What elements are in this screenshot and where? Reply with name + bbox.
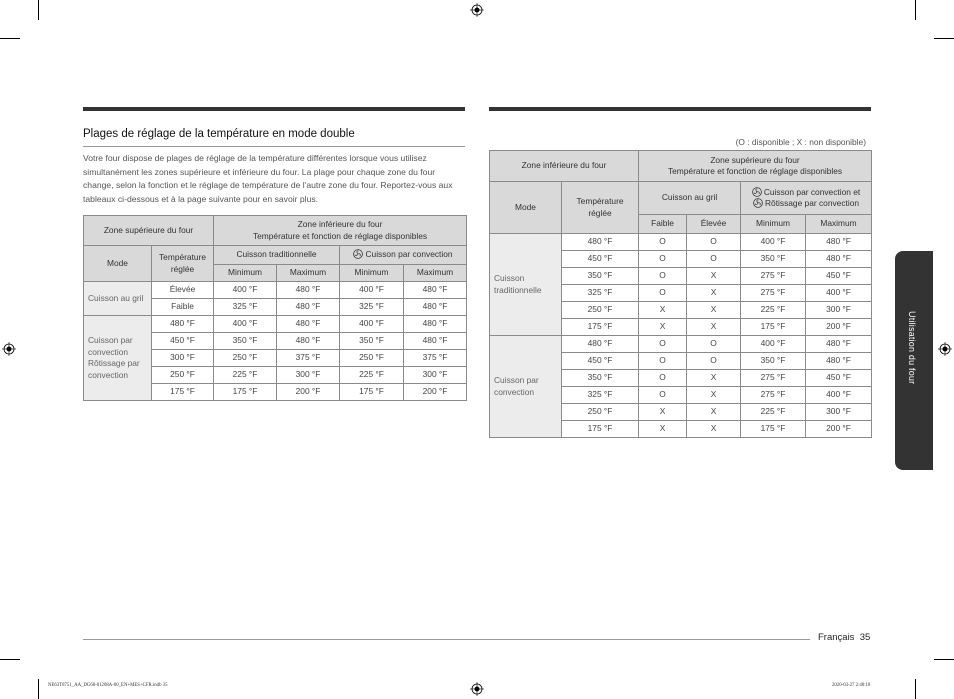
table-cell: O [639, 268, 687, 285]
table-cell: 480 °F [404, 316, 467, 333]
header-min: Minimum [340, 265, 404, 282]
table-cell: 300 °F [152, 350, 214, 367]
table-cell: 480 °F [404, 282, 467, 299]
table-cell: 480 °F [277, 282, 340, 299]
table-cell: 225 °F [340, 367, 404, 384]
right-temperature-table [489, 150, 872, 438]
table-cell: 350 °F [562, 268, 639, 285]
header-cuisson-trad: Cuisson traditionnelle [214, 246, 340, 265]
registration-mark-icon [2, 342, 16, 356]
table-cell: O [687, 234, 741, 251]
table-cell: 325 °F [562, 387, 639, 404]
registration-mark-icon [470, 3, 484, 17]
table-cell: 450 °F [806, 268, 872, 285]
page-footer [818, 632, 870, 643]
section-rule [83, 107, 465, 111]
table-cell: O [687, 353, 741, 370]
table-cell: Élevée [152, 282, 214, 299]
table-cell: O [639, 387, 687, 404]
table-cell: 400 °F [741, 336, 806, 353]
table-cell: X [687, 370, 741, 387]
crop-mark [934, 38, 954, 39]
crop-mark [934, 659, 954, 660]
mode-cell: Cuisson traditionnelle [490, 234, 562, 336]
table-cell: 400 °F [806, 285, 872, 302]
table-cell: 225 °F [214, 367, 277, 384]
crop-mark [0, 659, 20, 660]
table-row [84, 282, 467, 299]
mode-cell: Cuisson par convection Rôtissage par convection [84, 316, 152, 401]
table-cell: 400 °F [340, 282, 404, 299]
header-gril: Cuisson au gril [639, 182, 741, 215]
table-cell: O [639, 251, 687, 268]
table-cell: X [639, 319, 687, 336]
header-zone: Zone supérieure du four [84, 216, 214, 246]
crop-mark [915, 679, 916, 699]
table-cell: 350 °F [741, 251, 806, 268]
convection-roast-icon [753, 198, 763, 208]
table-cell: 175 °F [214, 384, 277, 401]
header-faible: Faible [639, 215, 687, 234]
header-mode: Mode [84, 246, 152, 282]
table-cell: 275 °F [741, 387, 806, 404]
table-cell: X [687, 387, 741, 404]
table-cell: 450 °F [562, 251, 639, 268]
table-cell: X [687, 285, 741, 302]
table-cell: X [687, 319, 741, 336]
print-slug-date: 2020-03-27 2:48:18 [832, 683, 871, 688]
table-cell: 175 °F [562, 421, 639, 438]
table-cell: 400 °F [741, 234, 806, 251]
table-row [84, 316, 467, 333]
crop-mark [38, 0, 39, 20]
intro-paragraph: Votre four dispose de plages de réglage de la température différentes lorsque vous utilisez simultanément les zones supérieure et inférieure du four. La plage pour chaque zone du four change, selon la fonction et le réglage de température de l'autre zone du four. Reportez-vous aux tableaux ci-dessous et à la page suivante pour en savoir plus. [83, 153, 453, 204]
table-cell: 175 °F [741, 421, 806, 438]
table-cell: 480 °F [277, 299, 340, 316]
table-cell: X [639, 404, 687, 421]
table-cell: 480 °F [277, 333, 340, 350]
table-cell: 275 °F [741, 268, 806, 285]
table-cell: 225 °F [741, 404, 806, 421]
table-row [490, 234, 872, 251]
header-max: Maximum [277, 265, 340, 282]
header-other-zone: Zone inférieure du four Température et fonction de réglage disponibles [214, 216, 467, 246]
table-cell: Faible [152, 299, 214, 316]
header-convection: Cuisson par convection et Rôtissage par convection [741, 182, 872, 215]
table-cell: 480 °F [277, 316, 340, 333]
table-cell: 250 °F [562, 302, 639, 319]
chapter-side-tab [895, 251, 933, 470]
section-rule [489, 107, 871, 111]
table-cell: O [639, 234, 687, 251]
table-cell: O [687, 336, 741, 353]
table-cell: 325 °F [562, 285, 639, 302]
table-cell: 350 °F [214, 333, 277, 350]
table-cell: 375 °F [277, 350, 340, 367]
table-cell: O [639, 370, 687, 387]
registration-mark-icon [938, 342, 952, 356]
footer-rule [83, 639, 810, 640]
left-table-body [84, 282, 467, 401]
table-cell: 450 °F [806, 370, 872, 387]
table-cell: 350 °F [340, 333, 404, 350]
table-cell: 300 °F [277, 367, 340, 384]
table-cell: 200 °F [404, 384, 467, 401]
table-cell: 480 °F [562, 336, 639, 353]
table-cell: 175 °F [152, 384, 214, 401]
table-cell: 300 °F [806, 404, 872, 421]
table-cell: 350 °F [741, 353, 806, 370]
table-cell: 250 °F [214, 350, 277, 367]
table-cell: 480 °F [806, 336, 872, 353]
right-table-body [490, 234, 872, 438]
mode-cell: Cuisson par convection [490, 336, 562, 438]
table-cell: 450 °F [152, 333, 214, 350]
table-cell: 325 °F [340, 299, 404, 316]
table-cell: 250 °F [562, 404, 639, 421]
header-temp-set: Température réglée [152, 246, 214, 282]
table-cell: 200 °F [806, 421, 872, 438]
convection-fan-icon [353, 249, 363, 259]
table-cell: 275 °F [741, 370, 806, 387]
left-temperature-table [83, 215, 467, 401]
table-cell: 375 °F [404, 350, 467, 367]
table-cell: 480 °F [806, 353, 872, 370]
header-min: Minimum [214, 265, 277, 282]
header-temp-set: Température réglée [562, 182, 639, 234]
table-cell: 225 °F [741, 302, 806, 319]
crop-mark [0, 38, 20, 39]
table-cell: O [639, 353, 687, 370]
header-mode: Mode [490, 182, 562, 234]
table-cell: 450 °F [562, 353, 639, 370]
section-title: Plages de réglage de la température en mode double [83, 128, 355, 140]
table-cell: 480 °F [562, 234, 639, 251]
table-cell: 480 °F [404, 333, 467, 350]
header-elevee: Élevée [687, 215, 741, 234]
availability-note: (O : disponible ; X : non disponible) [735, 137, 866, 147]
table-cell: 350 °F [562, 370, 639, 387]
table-cell: X [639, 421, 687, 438]
table-cell: X [687, 404, 741, 421]
table-cell: 250 °F [340, 350, 404, 367]
table-cell: 480 °F [152, 316, 214, 333]
table-cell: X [687, 302, 741, 319]
table-cell: 300 °F [404, 367, 467, 384]
table-cell: 275 °F [741, 285, 806, 302]
chapter-side-tab-label: Utilisation du four [907, 311, 917, 385]
table-cell: O [639, 336, 687, 353]
footer-language: Français [818, 632, 855, 643]
table-cell: 325 °F [214, 299, 277, 316]
header-zone: Zone inférieure du four [490, 151, 639, 182]
header-max: Maximum [404, 265, 467, 282]
mode-cell: Cuisson au gril [84, 282, 152, 316]
print-slug-file: NE63T8751_AA_DG68-01208A-00_EN+MES+CFR.indb 35 [48, 683, 168, 688]
table-cell: 400 °F [214, 282, 277, 299]
registration-mark-icon [470, 682, 484, 696]
table-cell: O [639, 285, 687, 302]
table-cell: 300 °F [806, 302, 872, 319]
table-cell: 175 °F [340, 384, 404, 401]
table-cell: 250 °F [152, 367, 214, 384]
header-other-zone: Zone supérieure du four Température et fonction de réglage disponibles [639, 151, 872, 182]
crop-mark [915, 0, 916, 20]
page-number: 35 [859, 632, 871, 643]
table-cell: 200 °F [806, 319, 872, 336]
table-cell: 480 °F [404, 299, 467, 316]
header-max: Maximum [806, 215, 872, 234]
table-cell: X [639, 302, 687, 319]
table-cell: 400 °F [214, 316, 277, 333]
title-underline [83, 146, 465, 147]
header-cuisson-conv: Cuisson par convection [340, 246, 467, 265]
table-row [490, 336, 872, 353]
table-cell: 400 °F [806, 387, 872, 404]
table-cell: 175 °F [741, 319, 806, 336]
table-cell: 175 °F [562, 319, 639, 336]
crop-mark [38, 679, 39, 699]
table-cell: 200 °F [277, 384, 340, 401]
convection-fan-icon [752, 187, 762, 197]
table-cell: O [687, 251, 741, 268]
header-min: Minimum [741, 215, 806, 234]
table-cell: X [687, 268, 741, 285]
table-cell: 480 °F [806, 251, 872, 268]
table-cell: 480 °F [806, 234, 872, 251]
table-cell: X [687, 421, 741, 438]
table-cell: 400 °F [340, 316, 404, 333]
